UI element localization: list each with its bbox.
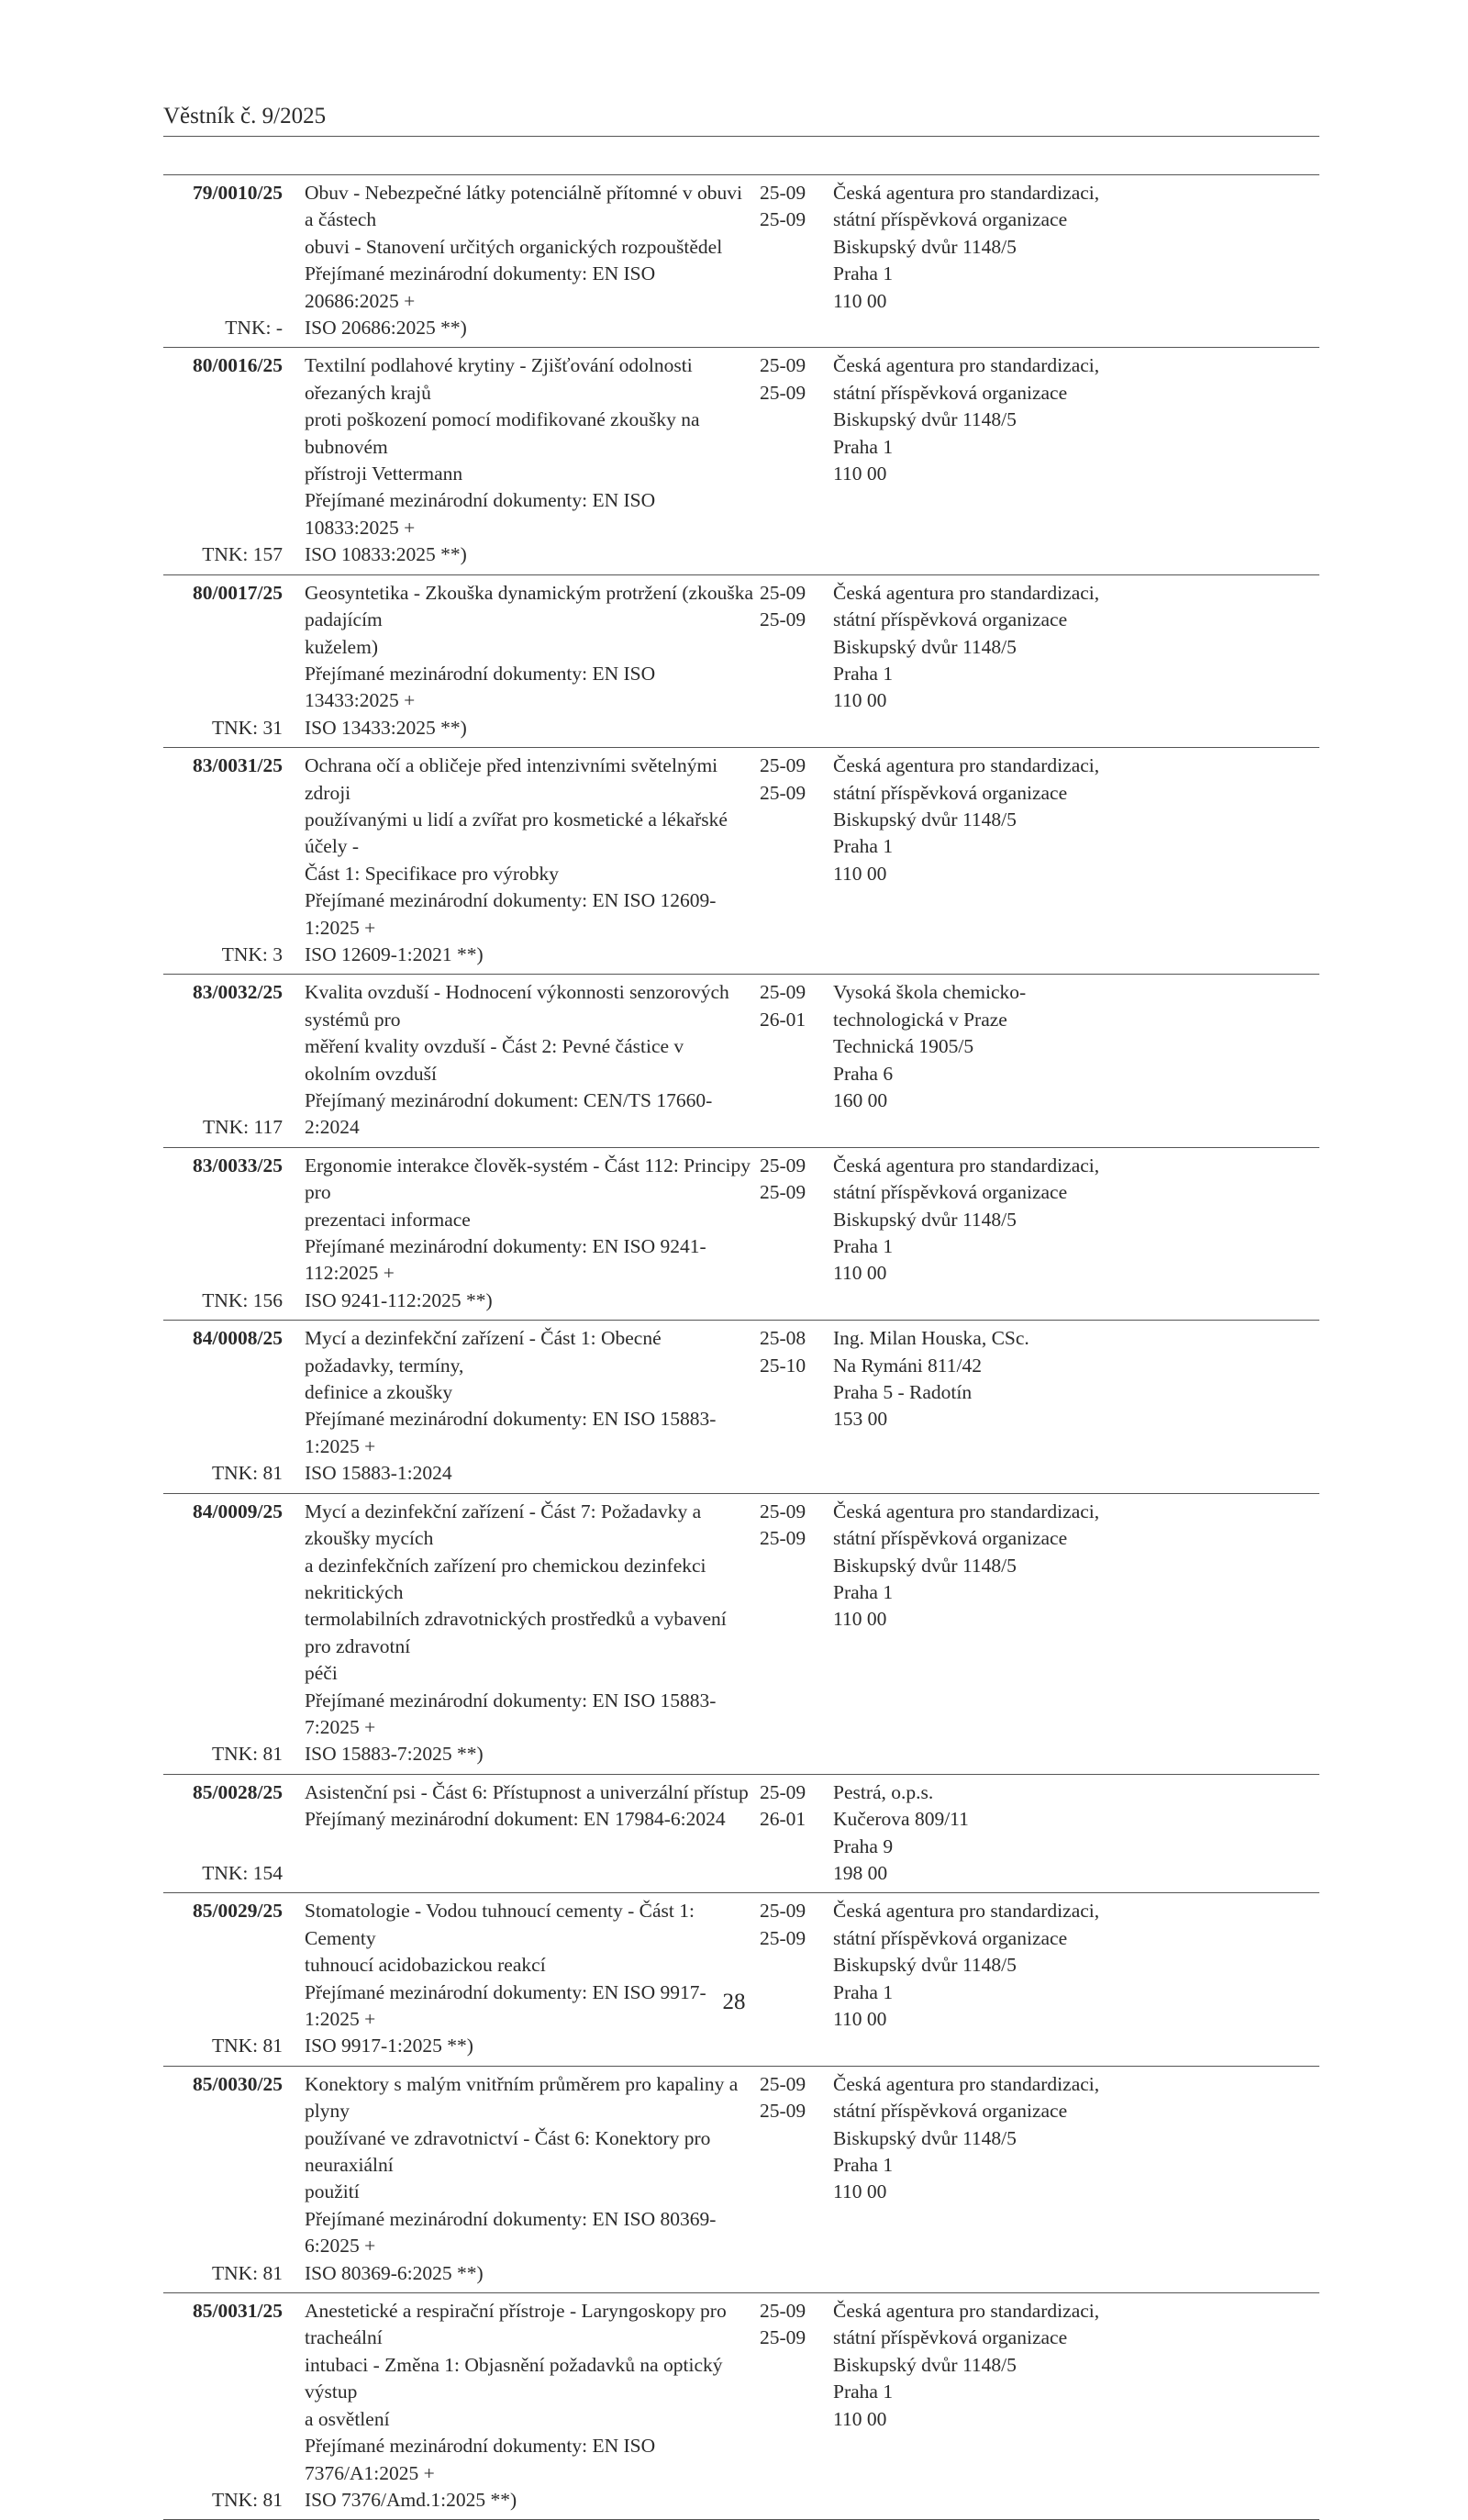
tnk-label: TNK: 31: [211, 716, 283, 739]
date-code: 25-09: [760, 208, 806, 231]
processor-address: [833, 2071, 1319, 2287]
address-line: státní příspěvková organizace: [833, 2100, 1068, 2123]
tnk-label: TNK: 81: [211, 2261, 283, 2284]
entry-id-cell: [163, 1898, 283, 2059]
date-code: 25-09: [760, 354, 806, 377]
page-header: [163, 103, 1319, 137]
entry-description: [305, 753, 754, 968]
description-line: ISO 20686:2025 **): [305, 317, 467, 340]
description-line: Asistenční psi - Část 6: Přístupnost a univerzální přístup: [305, 1780, 749, 1803]
description-line: Kvalita ovzduší - Hodnocení výkonnosti senzorových systémů pro: [305, 981, 729, 1031]
entry-number: 80/0016/25: [193, 354, 283, 377]
processor-address: [833, 1325, 1319, 1487]
description-line: Přejímané mezinárodní dokumenty: EN ISO 7376/A1:2025 +: [305, 2435, 656, 2484]
entry-id-cell: [163, 580, 283, 742]
tnk-label: TNK: 156: [202, 1288, 283, 1311]
address-line: Praha 1: [833, 835, 894, 858]
entry-dates: [760, 979, 813, 1141]
processor-address: [833, 753, 1319, 968]
address-line: 110 00: [833, 862, 887, 885]
date-code: 25-09: [760, 2326, 806, 2349]
description-line: kuželem): [305, 635, 378, 658]
description-line: prezentaci informace: [305, 1208, 471, 1231]
address-line: 153 00: [833, 1408, 888, 1431]
processor-address: [833, 180, 1319, 341]
standard-entry: [163, 1893, 1319, 2066]
entry-id-cell: [163, 180, 283, 341]
description-line: Přejímaný mezinárodní dokument: EN 17984-6:2024: [305, 1808, 726, 1831]
description-line: termolabilních zdravotnických prostředků a vybavení pro zdravotní: [305, 1608, 727, 1657]
description-line: a dezinfekčních zařízení pro chemickou dezinfekci nekritických: [305, 1554, 706, 1603]
date-code: 25-09: [760, 1900, 806, 1923]
address-line: Praha 1: [833, 262, 894, 285]
address-line: 110 00: [833, 1608, 887, 1631]
tnk-label: TNK: 154: [202, 1861, 283, 1884]
entry-description: [305, 1499, 754, 1768]
description-line: Přejímané mezinárodní dokumenty: EN ISO 12609-1:2025 +: [305, 889, 717, 939]
description-line: Ochrana očí a obličeje před intenzivními světelnými zdroji: [305, 754, 718, 804]
address-line: Praha 1: [833, 1235, 894, 1258]
address-line: Na Rymáni 811/42: [833, 1354, 982, 1377]
address-line: Česká agentura pro standardizaci,: [833, 754, 1100, 777]
description-line: ISO 13433:2025 **): [305, 716, 467, 739]
description-line: péči: [305, 1662, 338, 1685]
date-code: 25-09: [760, 781, 806, 804]
address-line: Technická 1905/5: [833, 1035, 974, 1058]
description-line: Mycí a dezinfekční zařízení - Část 7: Požadavky a zkoušky mycích: [305, 1500, 702, 1550]
entry-description: [305, 352, 754, 568]
standard-entry: [163, 1148, 1319, 1321]
tnk-label: TNK: 81: [211, 2488, 283, 2511]
entry-id-cell: [163, 979, 283, 1141]
entry-number: 85/0028/25: [193, 1780, 283, 1803]
date-code: 25-08: [760, 1327, 806, 1350]
description-line: Obuv - Nebezpečné látky potenciálně přítomné v obuvi a částech: [305, 182, 743, 231]
address-line: 110 00: [833, 2407, 887, 2430]
date-code: 25-10: [760, 1354, 806, 1377]
address-line: státní příspěvková organizace: [833, 1926, 1068, 1949]
address-line: Česká agentura pro standardizaci,: [833, 1900, 1100, 1923]
entry-description: [305, 1779, 754, 1888]
description-line: Přejímané mezinárodní dokumenty: EN ISO 9241-112:2025 +: [305, 1235, 706, 1285]
tnk-label: TNK: 81: [211, 1743, 283, 1766]
address-line: technologická v Praze: [833, 1008, 1007, 1031]
address-line: Biskupský dvůr 1148/5: [833, 635, 1017, 658]
description-line: měření kvality ovzduší - Část 2: Pevné částice v okolním ovzduší: [305, 1035, 684, 1085]
date-code: 25-09: [760, 381, 806, 404]
address-line: Biskupský dvůr 1148/5: [833, 1208, 1017, 1231]
address-line: Pestrá, o.p.s.: [833, 1780, 934, 1803]
processor-address: [833, 1153, 1319, 1314]
entry-dates: [760, 2298, 813, 2514]
address-line: Biskupský dvůr 1148/5: [833, 1554, 1017, 1577]
description-line: použití: [305, 2180, 360, 2203]
date-code: 25-09: [760, 981, 806, 1004]
entry-number: 85/0029/25: [193, 1900, 283, 1923]
address-line: 198 00: [833, 1861, 888, 1884]
address-line: státní příspěvková organizace: [833, 781, 1068, 804]
entry-id-cell: [163, 1779, 283, 1888]
entry-dates: [760, 2071, 813, 2287]
entry-description: [305, 180, 754, 341]
date-code: 25-09: [760, 1780, 806, 1803]
entry-id-cell: [163, 1499, 283, 1768]
description-line: Přejímané mezinárodní dokumenty: EN ISO 20686:2025 +: [305, 262, 656, 312]
address-line: Česká agentura pro standardizaci,: [833, 354, 1100, 377]
entry-number: 83/0032/25: [193, 981, 283, 1004]
journal-title: Věstník č. 9/2025: [163, 104, 327, 128]
description-line: ISO 15883-7:2025 **): [305, 1743, 484, 1766]
standard-entry: [163, 748, 1319, 975]
entry-number: 85/0031/25: [193, 2300, 283, 2323]
description-line: Anestetické a respirační přístroje - Laryngoskopy pro tracheální: [305, 2300, 727, 2349]
description-line: ISO 10833:2025 **): [305, 543, 467, 566]
date-code: 25-09: [760, 1154, 806, 1176]
address-line: státní příspěvková organizace: [833, 608, 1068, 631]
entry-dates: [760, 1779, 813, 1888]
description-line: Přejímané mezinárodní dokumenty: EN ISO 15883-7:2025 +: [305, 1689, 717, 1738]
entry-description: [305, 2298, 754, 2514]
entry-number: 79/0010/25: [193, 182, 283, 204]
description-line: ISO 9241-112:2025 **): [305, 1288, 493, 1311]
entry-description: [305, 1153, 754, 1314]
description-line: ISO 15883-1:2024: [305, 1462, 452, 1485]
address-line: Česká agentura pro standardizaci,: [833, 182, 1100, 204]
description-line: ISO 7376/Amd.1:2025 **): [305, 2488, 517, 2511]
address-line: Česká agentura pro standardizaci,: [833, 1154, 1100, 1176]
description-line: ISO 12609-1:2021 **): [305, 942, 484, 965]
tnk-label: TNK: 81: [211, 1462, 283, 1485]
address-line: Praha 1: [833, 435, 894, 458]
entry-id-cell: [163, 2298, 283, 2514]
processor-address: [833, 1898, 1319, 2059]
address-line: Česká agentura pro standardizaci,: [833, 2072, 1100, 2095]
address-line: Biskupský dvůr 1148/5: [833, 808, 1017, 831]
address-line: Biskupský dvůr 1148/5: [833, 408, 1017, 431]
entry-dates: [760, 1325, 813, 1487]
address-line: Kučerova 809/11: [833, 1808, 969, 1831]
date-code: 25-09: [760, 1926, 806, 1949]
entry-number: 83/0033/25: [193, 1154, 283, 1176]
page-number: 28: [722, 1990, 746, 2014]
description-line: používanými u lidí a zvířat pro kosmetické a lékařské účely -: [305, 808, 728, 858]
tnk-label: TNK: 117: [203, 1116, 283, 1139]
address-line: 160 00: [833, 1089, 888, 1111]
entry-description: [305, 1898, 754, 2059]
date-code: 25-09: [760, 608, 806, 631]
address-line: Biskupský dvůr 1148/5: [833, 2126, 1017, 2149]
description-line: Přejímaný mezinárodní dokument: CEN/TS 17660-2:2024: [305, 1089, 713, 1139]
description-line: ISO 9917-1:2025 **): [305, 2035, 473, 2057]
entry-dates: [760, 1499, 813, 1768]
description-line: Část 1: Specifikace pro výrobky: [305, 862, 560, 885]
description-line: přístroji Vettermann: [305, 463, 463, 485]
entry-dates: [760, 180, 813, 341]
description-line: Přejímané mezinárodní dokumenty: EN ISO 9917-1:2025 +: [305, 1980, 706, 2030]
entry-dates: [760, 1153, 813, 1314]
entry-id-cell: [163, 2071, 283, 2287]
description-line: používané ve zdravotnictví - Část 6: Konektory pro neuraxiální: [305, 2126, 711, 2177]
standard-entry: [163, 1775, 1319, 1894]
tnk-label: TNK: 81: [211, 2035, 283, 2057]
address-line: Praha 1: [833, 1980, 894, 2003]
entry-number: 84/0009/25: [193, 1500, 283, 1522]
date-code: 26-01: [760, 1008, 806, 1031]
processor-address: [833, 352, 1319, 568]
description-line: definice a zkoušky: [305, 1381, 453, 1404]
address-line: státní příspěvková organizace: [833, 208, 1068, 231]
description-line: intubaci - Změna 1: Objasnění požadavků na optický výstup: [305, 2353, 723, 2403]
date-code: 25-09: [760, 1500, 806, 1522]
standard-entry: [163, 575, 1319, 748]
description-line: Přejímané mezinárodní dokumenty: EN ISO 13433:2025 +: [305, 662, 656, 712]
address-line: Ing. Milan Houska, CSc.: [833, 1327, 1029, 1350]
address-line: Praha 1: [833, 662, 894, 685]
date-code: 26-01: [760, 1808, 806, 1831]
entry-description: [305, 580, 754, 742]
tnk-label: TNK: -: [225, 317, 283, 340]
address-line: státní příspěvková organizace: [833, 1527, 1068, 1550]
address-line: 110 00: [833, 2008, 887, 2030]
entry-dates: [760, 753, 813, 968]
date-code: 25-09: [760, 1527, 806, 1550]
address-line: Praha 9: [833, 1834, 894, 1857]
address-line: státní příspěvková organizace: [833, 381, 1068, 404]
processor-address: [833, 1499, 1319, 1768]
entry-description: [305, 1325, 754, 1487]
description-line: Ergonomie interakce člověk-systém - Část 112: Principy pro: [305, 1154, 751, 1204]
entry-number: 80/0017/25: [193, 581, 283, 604]
address-line: Česká agentura pro standardizaci,: [833, 2300, 1100, 2323]
address-line: 110 00: [833, 463, 887, 485]
entry-id-cell: [163, 352, 283, 568]
description-line: Přejímané mezinárodní dokumenty: EN ISO 15883-1:2025 +: [305, 1408, 717, 1457]
entry-number: 84/0008/25: [193, 1327, 283, 1350]
description-line: Přejímané mezinárodní dokumenty: EN ISO 10833:2025 +: [305, 489, 656, 539]
description-line: proti poškození pomocí modifikované zkoušky na bubnovém: [305, 408, 700, 458]
address-line: Biskupský dvůr 1148/5: [833, 2353, 1017, 2376]
entry-description: [305, 2071, 754, 2287]
processor-address: [833, 580, 1319, 742]
description-line: tuhnoucí acidobazickou reakcí: [305, 1954, 546, 1977]
description-line: Geosyntetika - Zkouška dynamickým protržení (zkouška padajícím: [305, 581, 753, 631]
entry-number: 83/0031/25: [193, 754, 283, 777]
address-line: 110 00: [833, 289, 887, 312]
date-code: 25-09: [760, 1181, 806, 1204]
tnk-label: TNK: 157: [202, 543, 283, 566]
description-line: Přejímané mezinárodní dokumenty: EN ISO 80369-6:2025 +: [305, 2207, 717, 2258]
address-line: Vysoká škola chemicko-: [833, 981, 1027, 1004]
address-line: Biskupský dvůr 1148/5: [833, 235, 1017, 258]
entry-dates: [760, 352, 813, 568]
standard-entry: [163, 175, 1319, 348]
address-line: Praha 1: [833, 2154, 894, 2177]
address-line: Praha 5 - Radotín: [833, 1381, 973, 1404]
description-line: Textilní podlahové krytiny - Zjišťování odolnosti ořezaných krajů: [305, 354, 693, 404]
address-line: 110 00: [833, 689, 887, 712]
standard-entry: [163, 1494, 1319, 1775]
address-line: Česká agentura pro standardizaci,: [833, 1500, 1100, 1522]
standard-entry: [163, 348, 1319, 574]
address-line: státní příspěvková organizace: [833, 1181, 1068, 1204]
description-line: obuvi - Stanovení určitých organických rozpouštědel: [305, 235, 723, 258]
address-line: Česká agentura pro standardizaci,: [833, 581, 1100, 604]
entry-number: 85/0030/25: [193, 2072, 283, 2095]
description-line: a osvětlení: [305, 2407, 390, 2430]
address-line: Biskupský dvůr 1148/5: [833, 1954, 1017, 1977]
standard-entry: [163, 2067, 1319, 2293]
entries-table: [163, 174, 1319, 2520]
address-line: Praha 1: [833, 1580, 894, 1603]
entry-dates: [760, 1898, 813, 2059]
description-line: Mycí a dezinfekční zařízení - Část 1: Obecné požadavky, termíny,: [305, 1327, 662, 1377]
date-code: 25-09: [760, 754, 806, 777]
entry-id-cell: [163, 1325, 283, 1487]
description-line: ISO 80369-6:2025 **): [305, 2261, 484, 2284]
processor-address: [833, 979, 1319, 1141]
date-code: 25-09: [760, 182, 806, 204]
date-code: 25-09: [760, 2100, 806, 2123]
date-code: 25-09: [760, 581, 806, 604]
tnk-label: TNK: 3: [221, 942, 283, 965]
date-code: 25-09: [760, 2300, 806, 2323]
description-line: Stomatologie - Vodou tuhnoucí cementy - Část 1: Cementy: [305, 1900, 695, 1949]
standard-entry: [163, 975, 1319, 1147]
address-line: Praha 1: [833, 2381, 894, 2403]
processor-address: [833, 2298, 1319, 2514]
description-line: Konektory s malým vnitřním průměrem pro kapaliny a plyny: [305, 2072, 739, 2123]
entry-dates: [760, 580, 813, 742]
entry-description: [305, 979, 754, 1141]
address-line: 110 00: [833, 1262, 887, 1285]
address-line: 110 00: [833, 2180, 887, 2203]
entry-id-cell: [163, 1153, 283, 1314]
address-line: státní příspěvková organizace: [833, 2326, 1068, 2349]
standard-entry: [163, 2293, 1319, 2520]
date-code: 25-09: [760, 2072, 806, 2095]
processor-address: [833, 1779, 1319, 1888]
address-line: Praha 6: [833, 1062, 894, 1085]
standard-entry: [163, 1321, 1319, 1493]
entry-id-cell: [163, 753, 283, 968]
